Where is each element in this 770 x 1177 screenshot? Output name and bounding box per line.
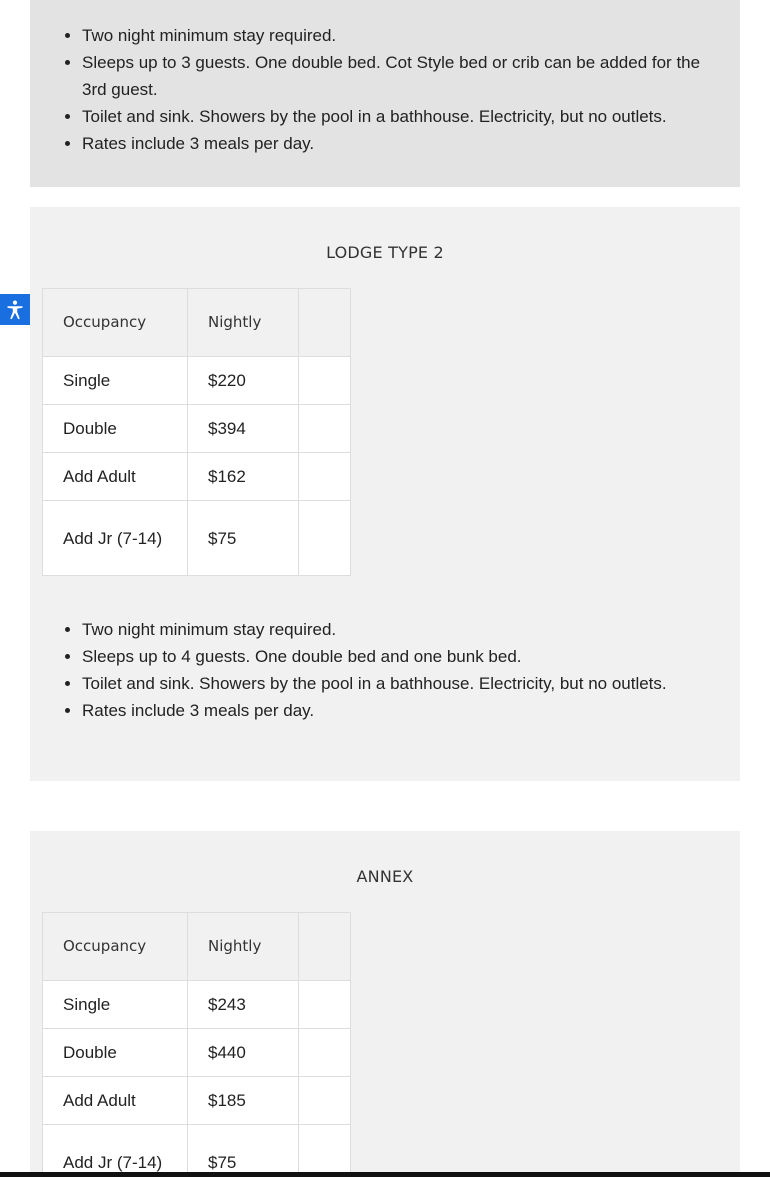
accessibility-icon [6, 300, 24, 320]
table-row [43, 981, 351, 1029]
column-header: Occupancy [43, 913, 188, 981]
list-item: • Two night minimum stay required. [82, 616, 720, 643]
empty-cell [299, 405, 351, 453]
table-header-row [43, 913, 351, 981]
occupancy-cell: Add Adult [43, 453, 188, 501]
empty-cell [299, 453, 351, 501]
accessibility-button[interactable] [0, 294, 30, 325]
nightly-rate-cell: $75 [188, 1125, 299, 1177]
lodge-type-2-section [30, 207, 740, 781]
list-item: • Rates include 3 meals per day. [82, 697, 720, 724]
empty-cell [299, 501, 351, 576]
list-item: • Sleeps up to 4 guests. One double bed and one bunk bed. [82, 643, 720, 670]
list-item: • Sleeps up to 3 guests. One double bed. Cot Style bed or crib can be added for the 3rd guest. [82, 49, 720, 103]
column-header [299, 913, 351, 981]
column-header [299, 289, 351, 357]
table-row [43, 1125, 351, 1177]
bottom-bar [0, 1172, 770, 1177]
table-row [43, 501, 351, 576]
column-header: Occupancy [43, 289, 188, 357]
column-header: Nightly [188, 289, 299, 357]
empty-cell [299, 1029, 351, 1077]
nightly-rate-cell: $220 [188, 357, 299, 405]
occupancy-cell: Single [43, 357, 188, 405]
lodge-type-1-section [30, 0, 740, 187]
empty-cell [299, 1077, 351, 1125]
table-row [43, 1029, 351, 1077]
table-header-row [43, 289, 351, 357]
table-row [43, 1077, 351, 1125]
features-list [30, 22, 720, 157]
list-item: • Toilet and sink. Showers by the pool in a bathhouse. Electricity, but no outlets. [82, 103, 720, 130]
occupancy-cell: Add Adult [43, 1077, 188, 1125]
column-header: Nightly [188, 913, 299, 981]
occupancy-cell: Single [43, 981, 188, 1029]
list-item: • Rates include 3 meals per day. [82, 130, 720, 157]
empty-cell [299, 1125, 351, 1177]
nightly-rate-cell: $243 [188, 981, 299, 1029]
rates-table [42, 912, 351, 1177]
table-row [43, 405, 351, 453]
section-title: LODGE TYPE 2 [326, 243, 444, 262]
rates-table [42, 288, 351, 576]
table-row [43, 357, 351, 405]
empty-cell [299, 981, 351, 1029]
empty-cell [299, 357, 351, 405]
nightly-rate-cell: $162 [188, 453, 299, 501]
nightly-rate-cell: $185 [188, 1077, 299, 1125]
list-item: • Toilet and sink. Showers by the pool in a bathhouse. Electricity, but no outlets. [82, 670, 720, 697]
section-title: ANNEX [356, 867, 414, 886]
features-list [30, 616, 720, 724]
occupancy-cell: Add Jr (7-14) [43, 501, 188, 576]
nightly-rate-cell: $75 [188, 501, 299, 576]
list-item: • Two night minimum stay required. [82, 22, 720, 49]
occupancy-cell: Double [43, 1029, 188, 1077]
occupancy-cell: Add Jr (7-14) [43, 1125, 188, 1177]
nightly-rate-cell: $394 [188, 405, 299, 453]
nightly-rate-cell: $440 [188, 1029, 299, 1077]
annex-section [30, 831, 740, 1177]
occupancy-cell: Double [43, 405, 188, 453]
table-row [43, 453, 351, 501]
